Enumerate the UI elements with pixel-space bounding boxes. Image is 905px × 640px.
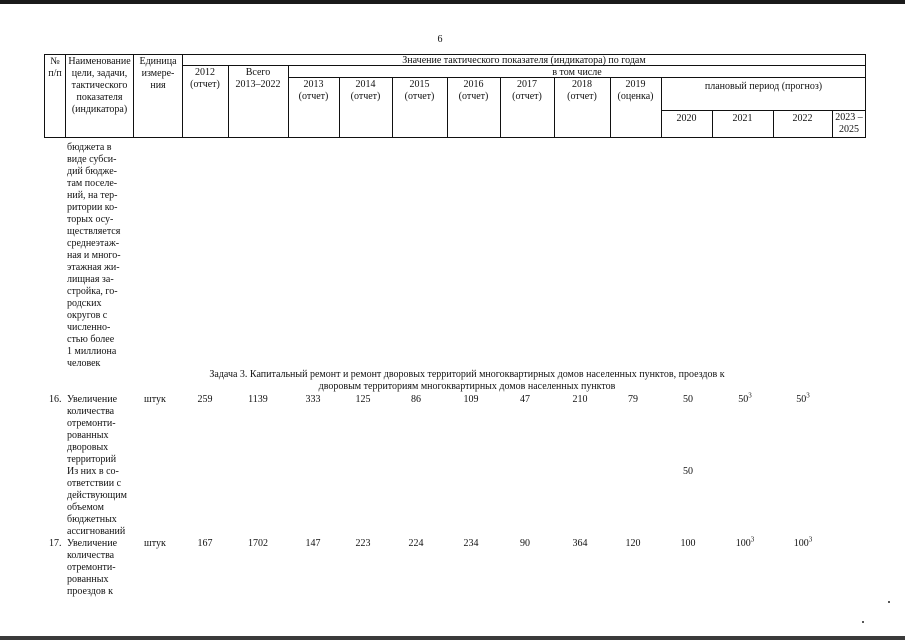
row-name: Из них в со- ответствии с действующим объемом бюджетных ассигнований <box>67 466 127 537</box>
value-2013: 333 <box>305 394 321 405</box>
row-unit: штук <box>144 538 166 549</box>
value-total: 1139 <box>248 394 268 405</box>
header-col-unit: Единица измере- ния <box>139 56 177 91</box>
header-plan-caption: плановый период (прогноз) <box>704 81 823 92</box>
row-number: 16. <box>49 394 62 405</box>
scan-speck <box>862 621 864 623</box>
header-col-2022: 2022 <box>792 113 813 124</box>
value-total: 1702 <box>248 538 268 549</box>
header-col-number: № п/п <box>48 56 62 79</box>
header-col-2020: 2020 <box>676 113 697 124</box>
row-name: Увеличение количества отремонти- рованных проездов к <box>67 538 118 597</box>
row-unit: штук <box>144 394 166 405</box>
row-number: 17. <box>49 538 62 549</box>
header-col-2017: 2017 (отчет) <box>512 79 542 102</box>
header-col-name: Наименование цели, задачи, тактического показателя (индикатора) <box>68 56 131 115</box>
value-2020: 50 <box>683 466 693 477</box>
scan-top-edge <box>0 0 905 4</box>
scan-speck <box>888 601 890 603</box>
header-col-2015: 2015 (отчет) <box>404 79 435 102</box>
header-col-2021: 2021 <box>732 113 753 124</box>
value-2021: $100^3$ <box>735 535 755 549</box>
value-2021: $50^3$ <box>738 391 752 405</box>
value-2022: $100^3$ <box>793 535 813 549</box>
header-col-2023-2025: 2023 – 2025 <box>835 112 863 135</box>
header-including: в том числе <box>552 67 602 78</box>
value-2020: 50 <box>683 394 693 405</box>
scan-bottom-edge <box>0 636 905 640</box>
page-number: 6 <box>437 34 443 45</box>
value-2016: 109 <box>463 394 479 405</box>
header-col-2019: 2019 (оценка) <box>617 79 654 102</box>
value-2018: 364 <box>572 538 588 549</box>
header-col-2013: 2013 (отчет) <box>298 79 329 102</box>
value-2017: 47 <box>520 394 530 405</box>
task-3-heading: Задача 3. Капитальный ремонт и ремонт дворовых территорий многоквартирных домов населенных пунктов, проездов к дворовым территориям многоквартирных домов населенных пунктов <box>209 369 725 392</box>
value-2022: $50^3$ <box>796 391 810 405</box>
value-2018: 210 <box>572 394 588 405</box>
header-col-2014: 2014 (отчет) <box>350 79 381 102</box>
value-2014: 125 <box>355 394 371 405</box>
value-2017: 90 <box>520 538 530 549</box>
header-col-total: Всего 2013–2022 <box>235 67 281 90</box>
value-2014: 223 <box>355 538 371 549</box>
value-2016: 234 <box>463 538 479 549</box>
value-2020: 100 <box>680 538 696 549</box>
value-2019: 79 <box>628 394 638 405</box>
value-2015: 224 <box>408 538 424 549</box>
value-2012: 259 <box>197 394 213 405</box>
header-col-2012: 2012 (отчет) <box>190 67 220 90</box>
row-name: Увеличение количества отремонти- рованных дворовых территорий <box>67 394 118 465</box>
value-2013: 147 <box>305 538 321 549</box>
value-2012: 167 <box>197 538 213 549</box>
value-2019: 120 <box>625 538 641 549</box>
value-2015: 86 <box>411 394 421 405</box>
header-col-2016: 2016 (отчет) <box>458 79 489 102</box>
continuation-name-text: бюджета в виде субси- дий бюдже- там поселе- ний, на тер- ритории ко- торых осу- ществляется среднеэтаж- ная и много- этажная жи- лищная за- стройка, го- родских округов с численно- стью более 1 миллиона человек <box>67 142 121 369</box>
header-col-2018: 2018 (отчет) <box>567 79 597 102</box>
header-values-caption: Значение тактического показателя (индикатора) по годам <box>402 55 646 66</box>
